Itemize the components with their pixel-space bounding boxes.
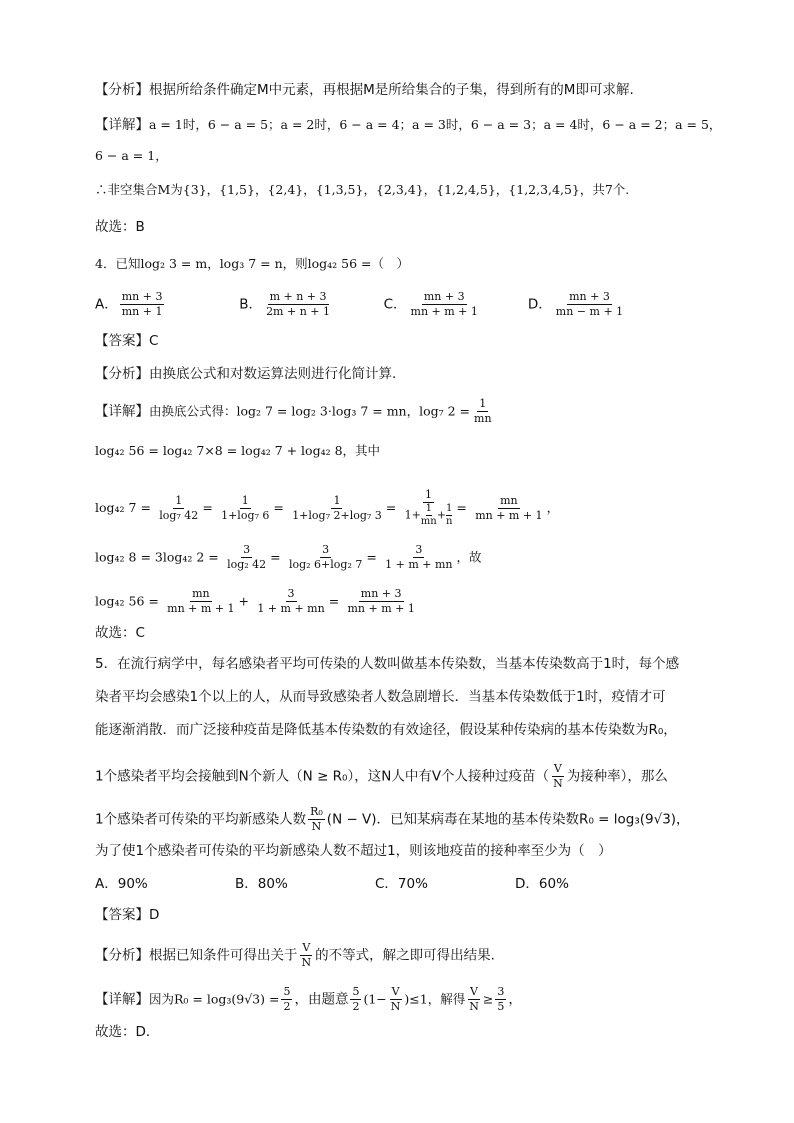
answer-tag: 【答案】 [95,333,149,349]
q4-detail-a [95,397,496,426]
q3-choice [95,217,145,237]
q5-stem-text-5b: (N − V)．已知某病毒在某地的基本传染数R₀ = log₃(9√3)， [326,811,690,828]
q4-option-d [528,290,627,319]
q5-option-c: C．70% [375,876,428,892]
nested-fraction [421,503,437,528]
numerator: mn + 3 [569,290,610,303]
q3-detail-2 [95,146,168,166]
numerator: 1 [333,493,341,507]
q5-detail-text-d: )≤1，解得 [404,991,466,1007]
q5-stem-text-4a: 1个感染者平均会接触到N个新人（N ≥ R₀），这N人中有V个人接种过疫苗（ [95,768,550,785]
denominator: mn + 1 [121,305,163,318]
numerator: 1 [425,503,432,514]
q4-option-a [95,290,235,319]
q5-answer [95,905,159,925]
q5-detail-fraction-4 [467,985,481,1014]
q5-detail-text-c: (1− [363,991,387,1007]
plus-sign: + [238,593,250,609]
denominator: mn [420,516,437,527]
denominator: 2 [283,1000,291,1013]
numerator: 1 [445,503,453,514]
nested-fraction [446,503,452,528]
den-part: 1+ [404,508,421,522]
equals-sign: = [456,500,467,515]
numerator: 5 [283,985,291,998]
q3-analysis [95,80,634,100]
numerator: m + n + 3 [269,290,327,303]
q4-options [95,290,627,319]
q3-analysis-text: 根据所给条件确定M中元素，再根据M是所给集合的子集，得到所有的M即可求解. [149,82,634,98]
q4-detail-a-text: 由换底公式得：log₂ 7 = log₂ 3·log₃ 7 = mn，log₇ 2 = [149,403,471,419]
eq3-left: log₄₂ 56 = [95,593,159,609]
q5-analysis-text-b: 的不等式，解之即可得出结果. [315,947,495,964]
q4-analysis [95,364,396,384]
numerator: 3 [322,543,330,556]
numerator: mn + 3 [360,587,402,600]
eq3-fraction-1 [165,587,236,616]
q3-detail-text-2: 6 − a = 1， [95,148,168,163]
q5-analysis-fraction [300,941,314,970]
q4-detail-b-text: log₄₂ 56 = log₄₂ 7×8 = log₄₂ 7 + log₄₂ 8，其中 [95,443,381,458]
eq1-fraction-5 [473,494,544,523]
q3-detail-text-1: a = 1时，6 − a = 5；a = 2时，6 − a = 4；a = 3时，6 − a = 3；a = 4时，6 − a = 2；a = 5， [149,117,722,132]
numerator: 5 [352,985,360,998]
denominator: 1 + m + mn [385,558,453,571]
q5-stem-5 [95,805,690,834]
analysis-tag: 【分析】 [95,82,149,98]
q5-analysis [95,941,495,970]
numerator: 3 [415,543,423,556]
denominator: log₂ 42 [227,558,267,571]
denominator: 2m + n + 1 [266,305,330,318]
q5-detail-text-b: ，由题意 [294,991,349,1008]
q4-analysis-text: 由换底公式和对数运算法则进行化简计算. [149,366,397,382]
q5-detail-text-f: ， [508,991,522,1008]
option-fraction [554,290,625,319]
denominator: mn − m + 1 [555,305,624,318]
eq1-fraction-3 [290,494,384,523]
q4-equation-2 [95,543,482,572]
eq3-fraction-3 [345,587,416,616]
q3-detail-1 [95,115,721,135]
answer-tag: 【答案】 [95,907,149,923]
denominator: N [469,1000,479,1013]
eq2-end: ，故 [456,549,482,565]
denominator: N [553,777,563,790]
den-part: + [436,508,446,522]
option-label: A． [95,296,118,313]
denominator: 1+log₇ 6 [221,508,270,522]
numerator: 1 [424,488,432,501]
equals-sign: = [366,549,377,565]
numerator: 1 [479,397,487,410]
q5-stem-4 [95,762,668,791]
numerator: V [553,762,562,775]
q5-option-a: A．90% [95,876,148,892]
denominator: mn + m + 1 [410,305,478,318]
q5-option-d: D．60% [515,876,569,892]
numerator: 3 [497,985,505,998]
q4-answer [95,331,158,351]
q5-detail-fraction-2 [350,985,361,1014]
eq2-fraction-3 [383,543,454,572]
q5-choice-text: 故选：D． [95,1024,160,1040]
q5-stem-3 [95,720,677,740]
analysis-tag: 【分析】 [95,947,149,964]
numerator: 3 [287,587,295,600]
q4-option-c [384,290,524,319]
q4-stem [95,254,409,274]
denominator: n [445,516,453,527]
q5-detail-text-e: ≥ [482,991,494,1007]
eq2-fraction-2 [287,543,364,572]
q5-detail [95,985,522,1014]
detail-tag: 【详解】 [95,117,149,133]
q5-answer-text: D [149,907,160,923]
q4-choice-text: 故选：C [95,625,145,641]
q5-stem-text-6: 为了使1个感染者可传染的平均新感染人数不超过1，则该地疫苗的接种率至少为（ ） [95,843,612,859]
q5-choice [95,1022,159,1042]
eq1-end: ， [546,500,560,515]
q3-choice-text: 故选：B [95,219,145,235]
q5-option-b: B．80% [235,876,288,892]
denominator: N [301,956,312,969]
denominator: log₇ 42 [159,508,199,522]
q4-answer-text: C [149,333,159,349]
numerator: mn [500,493,518,507]
denominator: 5 [497,1000,505,1013]
numerator: V [391,985,400,998]
numerator: V [470,985,478,998]
q4-option-b [239,290,379,319]
q5-stem-text-2: 染者平均会感染1个以上的人，从而导致感染者人数急剧增长．当基本传染数低于1时，疫情才可 [95,689,666,705]
eq1-fraction-1 [157,494,200,523]
q4-equation-3 [95,587,419,616]
option-label: B． [239,296,263,313]
option-label: C． [383,296,407,313]
denominator: 1 + m + mn [257,602,325,615]
denominator: mn + m + 1 [475,508,543,522]
equals-sign: = [328,593,340,609]
equals-sign: = [202,500,213,515]
q5-detail-fraction-5 [495,985,506,1014]
q3-conclusion-text: ∴非空集合M为{3}，{1,5}，{2,4}，{1,3,5}，{2,3,4}，{1,2,4,5}，{1,2,3,4,5}，共7个. [95,182,630,197]
q4-detail-b [95,441,380,461]
q5-stem-2 [95,687,666,707]
equals-sign: = [270,549,281,565]
equals-sign: = [273,500,284,515]
option-fraction [409,290,480,319]
option-label: D． [527,296,552,313]
numerator: 1 [175,493,183,507]
equals-sign: = [385,500,397,515]
numerator: 3 [243,543,251,556]
q5-options [95,874,569,894]
denominator: mn + m + 1 [347,602,415,615]
q4-stem-text: 4．已知log₂ 3 = m，log₃ 7 = n，则log₄₂ 56 =（ ） [95,256,409,271]
eq2-fraction-1 [225,543,268,572]
eq1-fraction-4 [403,488,455,528]
eq3-fraction-2 [255,587,326,616]
r0-over-n-fraction [308,805,325,834]
denominator: N [390,1000,401,1013]
eq1-fraction-2 [219,494,271,523]
q4-choice [95,623,145,643]
denominator: 1+log₇ 2+log₇ 3 [292,508,382,522]
vaccination-rate-fraction [551,762,565,791]
numerator: mn + 3 [423,290,465,303]
q3-conclusion [95,180,629,200]
q5-detail-text-a: 因为R₀ = log₃(9√3) = [149,991,280,1007]
analysis-tag: 【分析】 [95,366,149,382]
detail-tag: 【详解】 [95,403,149,420]
q4-detail-a-fraction [472,397,494,426]
denominator: N [311,820,322,833]
q5-stem-text-4b: 为接种率），那么 [566,768,668,785]
denominator [403,503,455,528]
q5-stem-text-5a: 1个感染者可传染的平均新感染人数 [95,811,307,828]
denominator: log₂ 6+log₂ 7 [288,558,363,571]
q5-detail-fraction-1 [281,985,292,1014]
q4-equation-1 [95,488,559,528]
q5-analysis-text-a: 根据已知条件可得出关于 [149,947,298,964]
q5-stem-6 [95,841,612,861]
denominator: mn + m + 1 [167,602,235,615]
eq1-left: log₄₂ 7 = [95,500,151,515]
denominator: 2 [352,1000,360,1013]
option-fraction [264,290,332,319]
q5-stem-text-3: 能逐渐消散．而广泛接种疫苗是降低基本传染数的有效途径，假设某种传染病的基本传染数为R₀， [95,722,677,738]
q5-stem-1 [95,654,679,674]
numerator: R₀ [310,805,323,818]
numerator: mn + 3 [121,290,163,303]
numerator: V [302,941,311,954]
q5-stem-text-1: 5．在流行病学中，每名感染者平均可传染的人数叫做基本传染数，当基本传染数高于1时，每个感 [95,656,680,672]
option-fraction [120,290,165,319]
denominator: mn [474,412,492,425]
q5-detail-fraction-3 [389,985,403,1014]
detail-tag: 【详解】 [95,991,149,1008]
numerator: 1 [241,493,249,507]
eq2-left: log₄₂ 8 = 3log₄₂ 2 = [95,549,219,565]
numerator: mn [192,587,210,600]
